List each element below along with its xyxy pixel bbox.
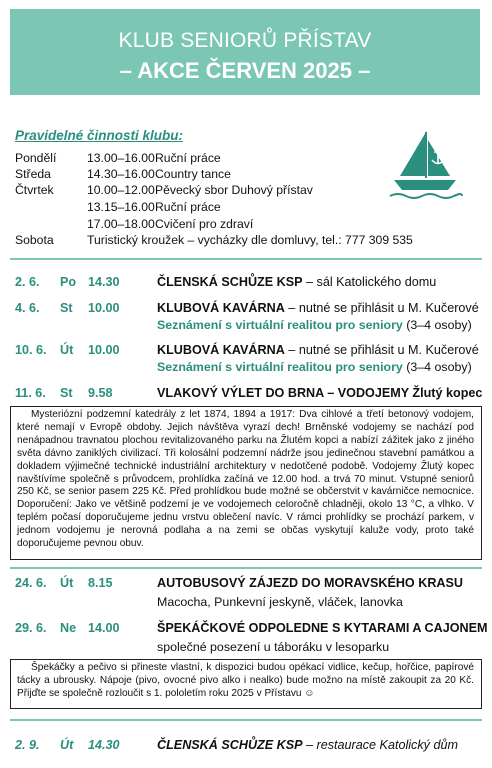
event-subtitle: společné posezení u táboráku v lesoparku — [157, 640, 390, 654]
event-title-main: ČLENSKÁ SCHŮZE KSP — [157, 738, 303, 752]
event-title — [157, 343, 479, 357]
header-subtitle: – AKCE ČERVEN 2025 – — [119, 58, 371, 83]
separator — [10, 719, 482, 721]
event-time: 14.30 — [88, 275, 120, 289]
event-title-rest: – nutné se přihlásit u M. Kučerové — [284, 301, 479, 315]
activity-label: Cvičení pro zdraví — [155, 217, 254, 231]
event-subtitle — [157, 318, 472, 332]
time-label: 10.00–12.00 — [87, 183, 155, 197]
event-weekday: St — [60, 386, 73, 400]
event-highlight: Seznámení s virtuální realitou pro seniory — [157, 360, 403, 374]
sailboat-anchor-icon — [386, 126, 464, 202]
bbq-description-box — [10, 659, 482, 709]
event-title: ŠPEKÁČKOVÉ ODPOLEDNE S KYTARAMI A CAJONEM — [157, 621, 488, 635]
event-title-main: KLUBOVÁ KAVÁRNA — [157, 301, 285, 315]
day-label: Pondělí — [15, 151, 57, 165]
activity-label: Ruční práce — [155, 200, 221, 214]
event-title — [157, 275, 436, 289]
event-subtitle-rest: (3–4 osoby) — [402, 360, 472, 374]
event-subtitle — [157, 360, 472, 374]
event-time: 9.58 — [88, 386, 113, 400]
separator — [10, 258, 482, 260]
event-weekday: St — [60, 301, 73, 315]
event-date: 11. 6. — [15, 386, 46, 400]
event-title: VLAKOVÝ VÝLET DO BRNA – VODOJEMY Žlutý kopec — [157, 386, 483, 400]
event-title — [157, 738, 458, 752]
header-title: KLUB SENIORŮ PŘÍSTAV — [118, 29, 372, 52]
event-date: 10. 6. — [15, 343, 47, 357]
event-subtitle: Macocha, Punkevní jeskyně, vláček, lanovka — [157, 595, 403, 609]
event-date: 2. 6. — [15, 275, 40, 289]
day-label: Středa — [15, 167, 51, 181]
bbq-description: Špekáčky a pečivo si přineste vlastní, k dispozici budou opékací vidlice, kečup, hořčice, papírové tácky a ubrousky. Nápoje (pivo, ovocné pivo alko i nealko) bude možno na místě zakoupit za 20 Kč. Přijďte se společně rozloučit s 1. pololetím roku 2025 v Přístavu ☺ — [17, 662, 474, 699]
regular-activities-title: Pravidelné činnosti klubu: — [15, 128, 184, 143]
event-date: 2. 9. — [15, 738, 40, 752]
event-date: 4. 6. — [15, 301, 40, 315]
event-subtitle-rest: (3–4 osoby) — [402, 318, 472, 332]
event-title-main: ČLENSKÁ SCHŮZE KSP — [157, 275, 303, 289]
event-date: 29. 6. — [15, 621, 47, 635]
saturday-activity: Turistický kroužek – vycházky dle domluvy, tel.: 777 309 535 — [87, 233, 413, 247]
trip-description: Mysteriózní podzemní katedrály z let 1874, 1894 a 1917: Dva cihlové a třetí betonový vodojem, které nemají v Evropě obdoby. Jejich návštěva vyrazí dech! Brněnské vodojemy se nachází pod nenápadnou travnatou plochou revitalizovaného parku na Žlutém kopci a nabízí zážitek jako z jiného světa dávno zaniklých civilizací. Tři kolosální podzemní nádrže jsou jedinečnou stavební památkou a dokladem výjimečné technické industriální architektury v nedotčené podobě. Vodojemy Žlutý kopec navštívíme společně s průvodcem, prohlídka začíná ve 12.00 hod. a trvá 70 minut. Vstupné seniorů 250 Kč, se senior pasem 225 Kč. Před prohlídkou bude možné se občerstvit v kavárničce nemocnice. Doporučení: Jako ve většině podzemí je ve vodojemech celoročně chladněji, okolo 13 °C, a vlhko. V teplém počasí doporučujeme jednu vrstvu oblečení navíc. V rámci prohlídky se prochází parkem, v jednom vodojemu je nerovná podlaha a na zemi se občas vyskytují kaluže vody, proto také doporučujeme pevnou obuv. — [17, 409, 474, 550]
event-title-rest: – nutné se přihlásit u M. Kučerové — [284, 343, 479, 357]
event-weekday: Po — [60, 275, 77, 289]
event-date: 24. 6. — [15, 576, 47, 590]
header-banner — [10, 9, 480, 95]
event-weekday: Út — [60, 738, 74, 752]
event-time: 14.30 — [88, 738, 120, 752]
separator — [10, 567, 482, 569]
day-label: Sobota — [15, 233, 54, 247]
day-label: Čtvrtek — [15, 183, 54, 197]
time-label: 13.15–16.00 — [87, 200, 155, 214]
activity-label: Ruční práce — [155, 151, 221, 165]
time-label: 14.30–16.00 — [87, 167, 155, 181]
event-title: AUTOBUSOVÝ ZÁJEZD DO MORAVSKÉHO KRASU — [157, 576, 464, 590]
event-weekday: Út — [60, 576, 74, 590]
event-title-main: KLUBOVÁ KAVÁRNA — [157, 343, 285, 357]
activity-label: Pěvecký sbor Duhový přístav — [155, 183, 313, 197]
event-time: 10.00 — [88, 343, 120, 357]
event-weekday: Ne — [60, 621, 77, 635]
event-title — [157, 301, 479, 315]
event-title-rest: – restaurace Katolický dům — [302, 738, 458, 752]
event-highlight: Seznámení s virtuální realitou pro seniory — [157, 318, 403, 332]
event-time: 14.00 — [88, 621, 120, 635]
trip-description-box — [10, 406, 482, 560]
time-label: 17.00–18.00 — [87, 217, 155, 231]
event-time: 10.00 — [88, 301, 120, 315]
event-title-rest: – sál Katolického domu — [302, 275, 437, 289]
event-time: 8.15 — [88, 576, 113, 590]
activity-label: Country tance — [155, 167, 231, 181]
time-label: 13.00–16.00 — [87, 151, 155, 165]
event-weekday: Út — [60, 343, 74, 357]
